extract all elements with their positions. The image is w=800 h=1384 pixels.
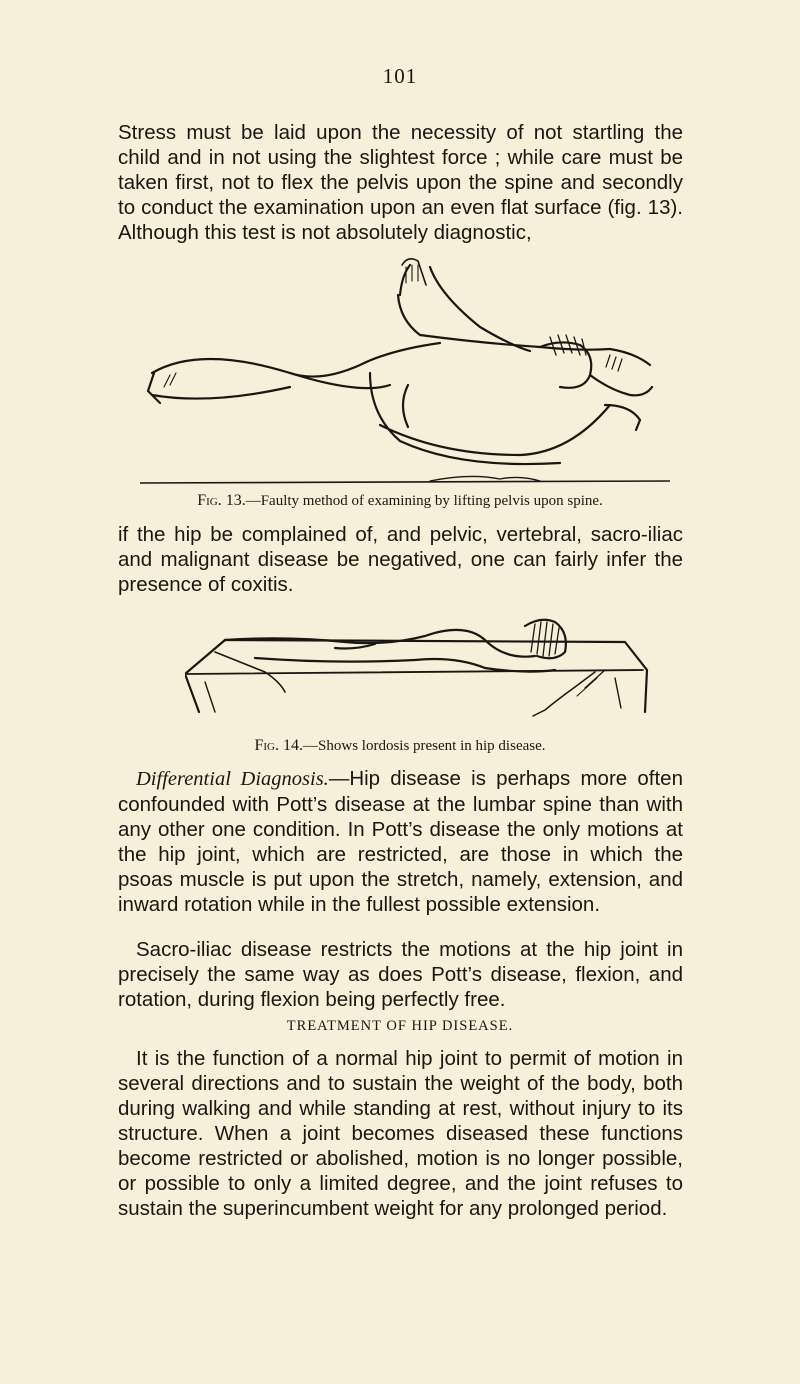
figure-13-caption-text: —Faulty method of examining by lifting pelvis upon spine. xyxy=(245,493,603,509)
figure-13-label: Fig. 13. xyxy=(197,492,246,509)
differential-diagnosis-subheading: Differential Diagnosis. xyxy=(136,768,329,790)
figure-13-caption xyxy=(0,492,800,510)
figure-13-illustration xyxy=(140,255,670,490)
paragraph-sacro-iliac xyxy=(118,937,683,1012)
figure-14-caption xyxy=(0,737,800,755)
differential-diagnosis-text: —Hip disease is perhaps more often confounded with Pott’s disease at the lumbar spine than with any other one condition. In Pott’s disease the only motions at the hip joint, which are restricted, are those in which the psoas muscle is put upon the stretch, namely, extension, and inward rotation while in the fullest possible extension. xyxy=(118,767,683,916)
paragraph-differential-diagnosis xyxy=(118,766,683,917)
figure-14-illustration xyxy=(185,612,655,727)
figure-14-caption-text: —Shows lordosis present in hip disease. xyxy=(303,738,546,754)
sacro-iliac-text: Sacro-iliac disease restricts the motions at the hip joint in precisely the same way as does Pott’s disease, flexion, and rotation, during flexion being perfectly free. xyxy=(118,938,683,1011)
paragraph-treatment xyxy=(118,1046,683,1221)
treatment-text: It is the function of a normal hip joint to permit of motion in several directions and to sustain the weight of the body, both during walking and while standing at rest, without injury to its structure. When a joint becomes diseased these functions become restricted or abolished, motion is no longer possible, or possible to only a limited degree, and the joint refuses to sustain the superincumbent weight for any prolonged period. xyxy=(118,1047,683,1220)
figure-14-label: Fig. 14. xyxy=(254,737,304,754)
section-heading: TREATMENT OF HIP DISEASE. xyxy=(286,1018,514,1034)
paragraph-stress: Stress must be laid upon the necessity of not startling the child and in not using the slightest force ; while care must be taken first, not to flex the pelvis upon the spine and secondly to conduct the examination upon an even flat surface (fig. 13). Although this test is not absolutely diagnostic, xyxy=(118,121,683,244)
paragraph-hip-complaint: if the hip be complained of, and pelvic, vertebral, sacro-iliac and malignant disease be negatived, one can fairly infer the presence of coxitis. xyxy=(118,523,683,596)
page-number: 101 xyxy=(382,64,418,88)
